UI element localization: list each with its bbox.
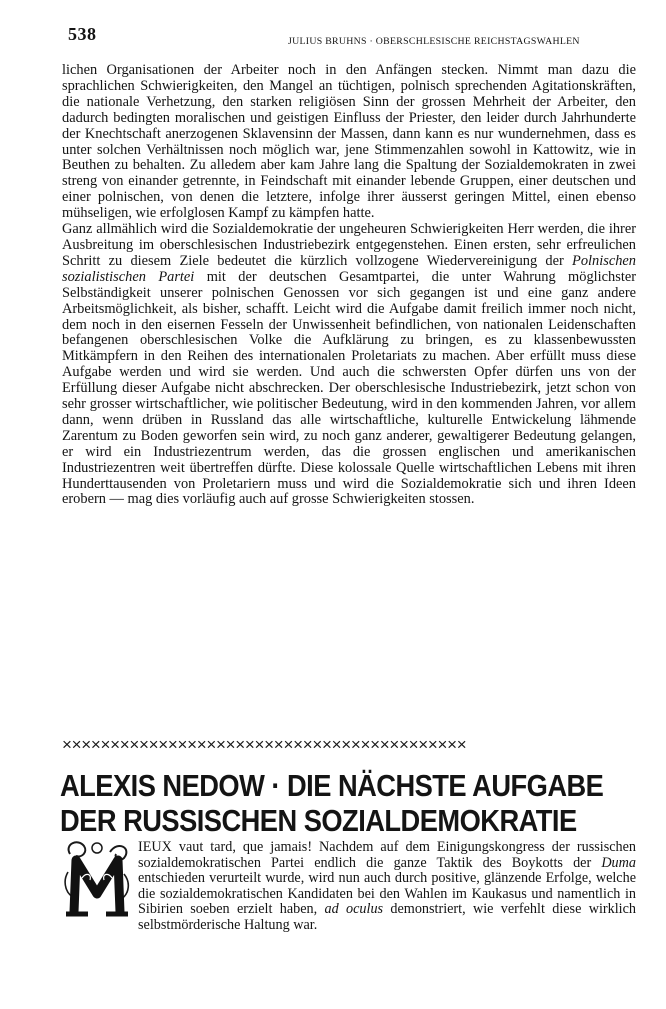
paragraph: lichen Organisationen der Arbeiter noch in den Anfängen stecken. Nimmt man dazu die sprachlichen Schwierigkeiten, den Mangel an tüchtigen, polnisch sprechenden Agitationskräften, die nationale Verhetzung, den starken religiösen Sinn der grossen Mehrheit der Arbeiter, den dadurch bedingten moralischen und geistigen Einfluss der Priester, den leider durch Jahrhunderte der Knechtschaft anerzogenen Sklavensinn der Massen, dann kann es nur wundernehmen, dass es unter solchen Verhältnissen noch möglich war, jene Stimmenzahlen sowohl in Kattowitz, wie in Beuthen zu behalten. Zu alledem aber kam Jahre lang die Spaltung der Sozialdemokraten in zwei streng von einander getrennte, in Feindschaft mit einander lebende Gruppen, einer deutschen und einer polnischen, von denen die letztere, infolge ihrer äusserst geringen Mittel, einen ebenso mühseligen, wie erfolglosen Kampf zu kämpfen hatte. — [62, 62, 636, 222]
article-lead-paragraph — [62, 840, 636, 934]
running-head: JULIUS BRUHNS · OBERSCHLESISCHE REICHSTAGSWAHLEN — [288, 36, 580, 47]
article-body — [62, 63, 636, 508]
paragraph-text: IEUX vaut tard, que jamais! Nachdem auf dem Einigungskongress der russischen sozialdemokratischen Partei endlich die ganze Taktik des Boykotts der — [138, 839, 636, 871]
paragraph-text: Ganz allmählich wird die Sozialdemokratie der ungeheuren Schwierigkeiten Herr werden, die ihrer Ausbreitung im oberschlesischen Industriebezirk entgegenstehen. Einen ersten, sehr erfreulichen Schritt zu diesem Ziele bedeutet die kürzlich vollzogene Wiedervereinigung der — [62, 221, 636, 269]
paragraph — [62, 222, 636, 508]
section-divider: ×××××××××××××××××××××××××××××××××××××××××× — [62, 735, 467, 754]
duma-italic: Duma — [601, 854, 636, 871]
paragraph-text: mit der deutschen Gesamtpartei, die unter Wahrung möglichster Selbständigkeit unserer polnischen Genossen vor sich gegangen ist und eine ganz andere Arbeitsmöglichkeit, als bisher, schafft. Leicht wird die Aufgabe damit freilich immer noch nicht, dem noch in den eisernen Fesseln der Unwissenheit befindlichen, von nationalen Leidenschaften befangenen oberschlesischen Volke die Aufklärung zu bringen, es zu klassenbewussten Mitkämpfern in den Reihen des internationalen Proletariats zu machen. Aber erfüllt muss diese Aufgabe werden und wird sie werden. Und auch die schwersten Opfer dürfen uns von der Erfüllung dieser Aufgabe nicht abschrecken. Der oberschlesische Industriebezirk, jetzt schon von sehr grosser wirtschaftlicher, wie politischer Bedeutung, wird in den kommenden Jahren, vor allem dann, wenn drüben in Russland das alle wirtschaftliche, kulturelle Entwickelung lähmende Zarentum zu Boden geworfen sein wird, zu noch ganz anderer, gewaltigerer Bedeutung gelangen, er wird ein Industriezentrum werden, das die grossen englischen und amerikanischen Industriezentren weit übertreffen dürfte. Diese kolossale Quelle wirtschaftlichen Lebens mit ihren Hunderttausenden von Proletariern muss und wird die Sozialdemokratie sich und ihren Ideen erobern — mag dies vorläufig auch auf grosse Schwierigkeiten stossen. — [62, 268, 636, 508]
article-title: ALEXIS NEDOW · DIE NÄCHSTE AUFGABE DER RUSSISCHEN SOZIALDEMOKRATIE — [60, 768, 604, 838]
ad-oculus-italic: ad oculus — [324, 901, 384, 918]
paragraph-text: entschieden verurteilt wurde, wird nun auch durch positive, glänzende Erfolge, welche die sozialdemokratischen Kandidaten bei den Wahlen im Kaukasus und namentlich in Sibirien soeben erzielt haben, — [138, 870, 636, 918]
paragraph-text: demonstriert, wie verfehlt diese wirklich selbstmörderische Haltung war. — [138, 901, 636, 933]
initial-space — [62, 840, 138, 918]
party-name-italic: Polnischen sozialistischen Partei — [62, 252, 636, 285]
page-number: 538 — [68, 24, 97, 44]
